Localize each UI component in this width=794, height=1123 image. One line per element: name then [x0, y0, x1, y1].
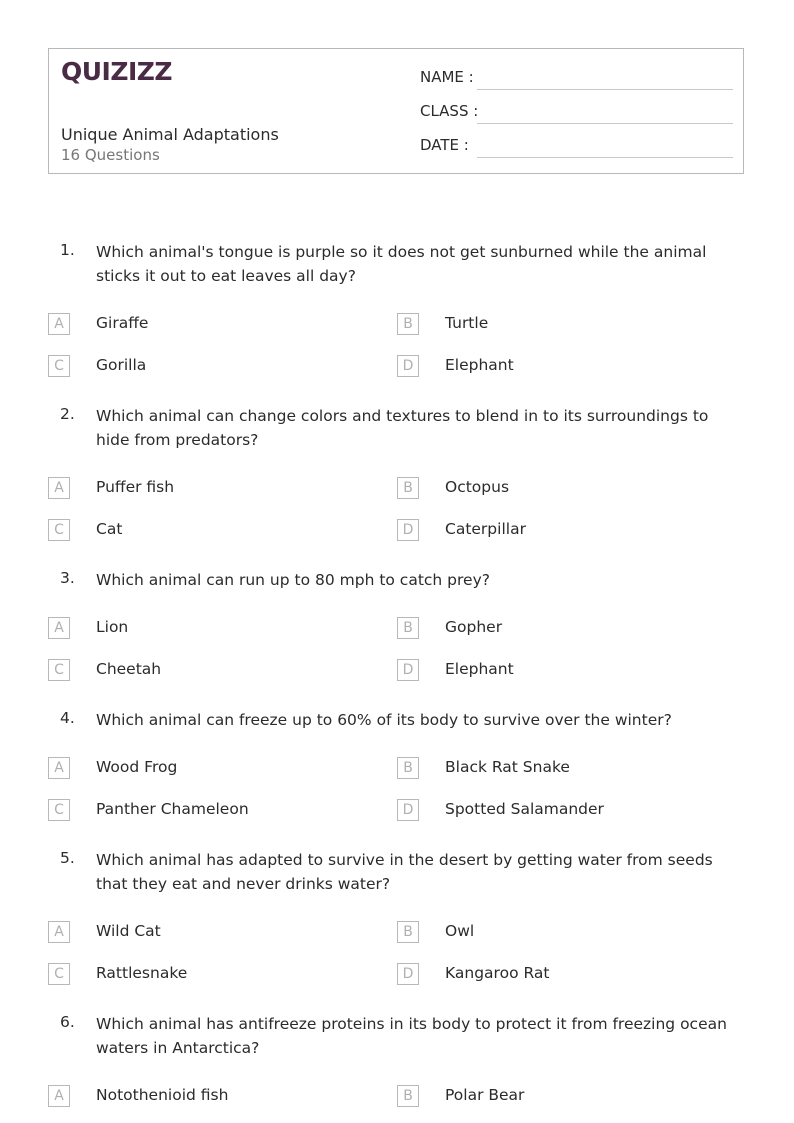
question-text: Which animal can change colors and textures to blend in to its surroundings to hide from predators?: [96, 407, 709, 449]
option-box[interactable]: A: [48, 921, 70, 943]
name-label: NAME :: [420, 68, 474, 86]
option-box[interactable]: B: [397, 921, 419, 943]
option-text: Elephant: [445, 356, 514, 374]
class-label: CLASS :: [420, 102, 479, 120]
option-text: Caterpillar: [445, 520, 526, 538]
option-box[interactable]: B: [397, 617, 419, 639]
option-box[interactable]: A: [48, 757, 70, 779]
option-box[interactable]: A: [48, 477, 70, 499]
question-text: Which animal can freeze up to 60% of its body to survive over the winter?: [96, 711, 672, 729]
option-box[interactable]: D: [397, 659, 419, 681]
option-text: Cat: [96, 520, 123, 538]
option-text: Panther Chameleon: [96, 800, 249, 818]
option-box[interactable]: A: [48, 313, 70, 335]
option-box[interactable]: C: [48, 799, 70, 821]
option-text: Wild Cat: [96, 922, 161, 940]
question-count: 16 Questions: [61, 146, 160, 164]
option-box[interactable]: B: [397, 313, 419, 335]
option-box[interactable]: A: [48, 617, 70, 639]
option-box[interactable]: D: [397, 799, 419, 821]
option-text: Octopus: [445, 478, 510, 496]
date-label: DATE :: [420, 136, 469, 154]
option-box[interactable]: D: [397, 519, 419, 541]
question-text: Which animal's tongue is purple so it does not get sunburned while the animal sticks it out to eat leaves all day?: [96, 243, 707, 285]
question-number: 1.: [60, 241, 75, 259]
option-text: Lion: [96, 618, 129, 636]
option-text: Cheetah: [96, 660, 162, 678]
option-text: Spotted Salamander: [445, 800, 604, 818]
option-box[interactable]: D: [397, 963, 419, 985]
name-line[interactable]: [477, 89, 733, 90]
question-number: 4.: [60, 709, 75, 727]
question-number: 2.: [60, 405, 75, 423]
option-text: Wood Frog: [96, 758, 178, 776]
date-line[interactable]: [477, 157, 733, 158]
option-box[interactable]: B: [397, 757, 419, 779]
option-box[interactable]: A: [48, 1085, 70, 1107]
option-text: Elephant: [445, 660, 514, 678]
worksheet-title: Unique Animal Adaptations: [61, 125, 279, 144]
option-text: Polar Bear: [445, 1086, 525, 1104]
class-line[interactable]: [477, 123, 733, 124]
option-text: Puffer fish: [96, 478, 175, 496]
option-text: Gopher: [445, 618, 503, 636]
quizizz-logo: QUIZIZZ: [61, 57, 173, 86]
option-box[interactable]: C: [48, 519, 70, 541]
option-box[interactable]: C: [48, 355, 70, 377]
option-box[interactable]: D: [397, 355, 419, 377]
option-text: Black Rat Snake: [445, 758, 570, 776]
option-text: Giraffe: [96, 314, 149, 332]
option-text: Gorilla: [96, 356, 147, 374]
option-text: Kangaroo Rat: [445, 964, 550, 982]
question-text: Which animal has adapted to survive in the desert by getting water from seeds that they eat and never drinks water?: [96, 851, 713, 893]
option-box[interactable]: C: [48, 659, 70, 681]
question-number: 3.: [60, 569, 75, 587]
option-text: Turtle: [445, 314, 489, 332]
option-text: Notothenioid fish: [96, 1086, 229, 1104]
question-number: 5.: [60, 849, 75, 867]
option-text: Owl: [445, 922, 475, 940]
question-number: 6.: [60, 1013, 75, 1031]
question-text: Which animal can run up to 80 mph to catch prey?: [96, 571, 490, 589]
option-box[interactable]: B: [397, 1085, 419, 1107]
worksheet-header: [48, 48, 744, 174]
question-text: Which animal has antifreeze proteins in its body to protect it from freezing ocean waters in Antarctica?: [96, 1015, 727, 1057]
option-text: Rattlesnake: [96, 964, 188, 982]
option-box[interactable]: C: [48, 963, 70, 985]
option-box[interactable]: B: [397, 477, 419, 499]
